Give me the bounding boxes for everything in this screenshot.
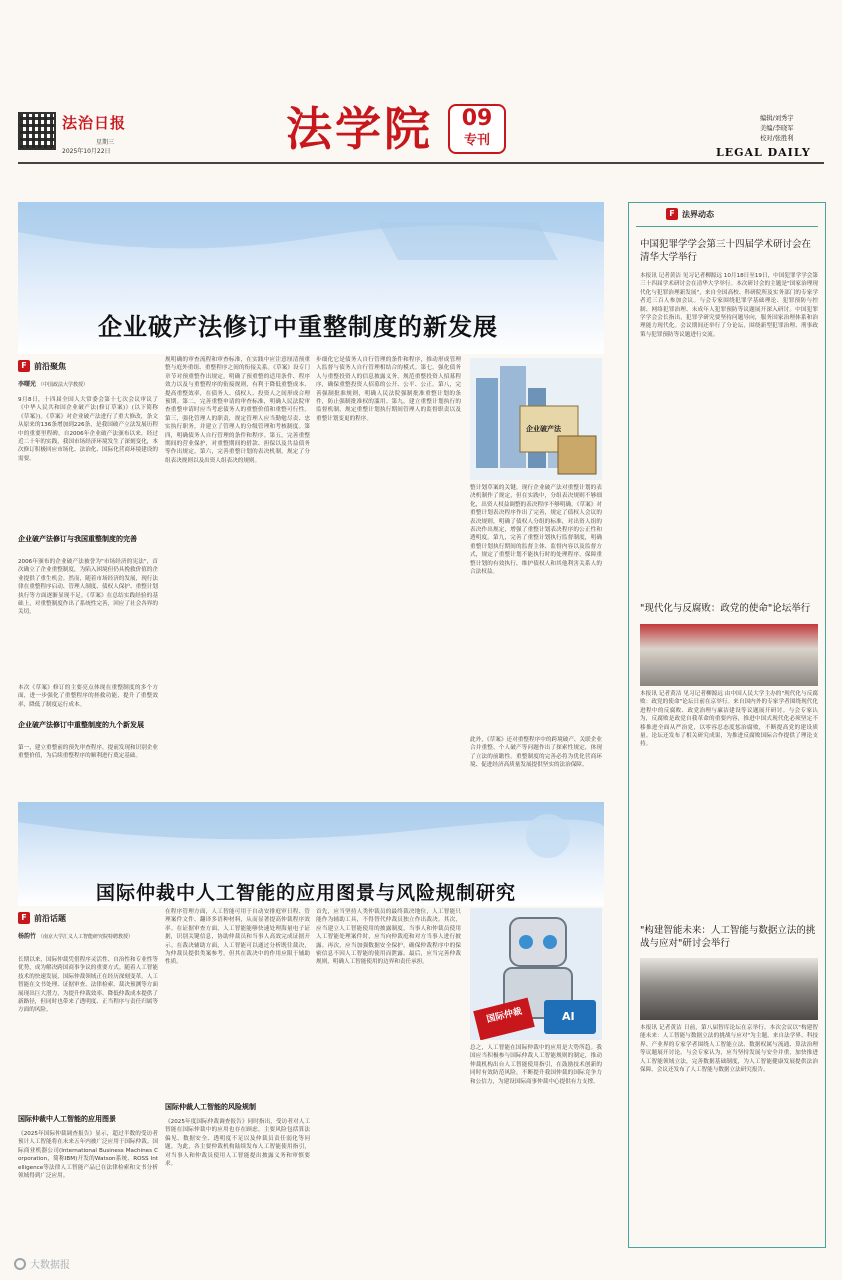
section-f-icon: F <box>18 360 30 372</box>
section-title: 法学院 <box>286 102 433 156</box>
sidebar-section-tag <box>666 208 714 220</box>
article2-col4-para1: 总之，人工智能在国际仲裁中的应用是大势所趋。我国应当积极参与国际仲裁人工智能规则的制定，推动仲裁机构出台人工智能使用指引，在鼓励技术创新的同时有效防范风险，不断提升我国仲裁的国际竞争力和公信力，为建设国际商事仲裁中心提供有力支撑。 <box>470 1045 602 1085</box>
article1-col4-para2: 此外，《草案》还对重整程序中的跨境破产、关联企业合并重整、个人破产等问题作出了探索性规定，体现了立法的前瞻性。重整制度的完善必将为优化营商环境、促进经济高质量发展提供坚实的法治保障。 <box>470 737 602 769</box>
editor: 编辑/刘秀宇 <box>760 115 794 122</box>
article1-col1-para2: 2006年颁布的企业破产法被誉为"市场经济的宪法"，首次确立了企业重整制度，为陷入困境但仍具挽救价值的企业提供了重生机会。然而，随着市场经济的发展，现行法律在重整程序启动、管理人制度、债权人保护、重整计划执行等方面逐渐显现不足。《草案》在总结实践经验的基础上，对重整制度作出了系统性完善，回应了社会各界的关切。 <box>18 559 158 616</box>
watermark-logo-icon <box>14 1258 26 1270</box>
designer: 美编/李晓军 <box>760 125 794 132</box>
article2-col3-para1: 首先，应当坚持人类仲裁员的最终裁决地位，人工智能只能作为辅助工具，不得替代仲裁员独立作出裁决。其次，应当建立人工智能使用的披露制度，当事人和仲裁员使用人工智能处理案件时，应当向仲裁庭和对方当事人进行披露。再次，应当加强数据安全保护，确保仲裁程序中的保密信息不因人工智能的使用而泄露。最后，应当完善仲裁规则，明确人工智能使用的边界和责任承担。 <box>316 909 461 966</box>
article2-col1-subhead1: 国际仲裁中人工智能的应用图景 <box>18 1115 116 1123</box>
sidebar-rule <box>636 226 818 227</box>
article1-byline <box>18 380 158 390</box>
article2-col2-para1: 在程序管理方面，人工智能可用于自动安排庭审日程、管理案件文件、翻译多语种材料，从而显著提高仲裁程序效率。在证据审查方面，人工智能能够快速处理海量电子证据，识别关键信息，协助仲裁员和当事人高效完成证据开示。在裁决辅助方面，人工智能可以通过分析既往裁决，为仲裁员提供类案参考，但其在裁决中的作用应限于辅助性质。 <box>165 909 310 966</box>
masthead-date: 2025年10月22日 <box>62 148 111 155</box>
article1-col4-para1: 整计划草案的关键，现行企业破产法对重整计划的表决机制作了规定，但在实践中，分组表决规则不够细化，出资人权益调整的表决程序不够明确。《草案》对重整计划表决程序作出了完善，规定了债权人会议的表决规则，明确了债权人分组的标准，对出资人组的表决作出规定，增强了重整计划表决程序的公正性和透明度。第九，完善了重整计划执行监督制度，明确重整计划执行期间的监督主体、监督内容以及监督方式，规定了重整计划不能执行时的处理程序，保障重整计划的有效执行，维护债权人和其他利害关系人的合法权益。 <box>470 485 602 576</box>
article1-affiliation: （中国政法大学教授） <box>37 382 88 388</box>
article2-col2-para2: 《2025年度国际仲裁调查报告》同时指出，受访者对人工智能在国际仲裁中的应用也存在顾虑。主要风险包括算法偏见、数据安全、透明度不足以及仲裁员责任弱化等问题。为此，各主要仲裁机构陆续发布人工智能使用指引，对当事人和仲裁员使用人工智能提出披露义务和审慎要求。 <box>165 1119 310 1168</box>
masthead-rule <box>18 162 824 164</box>
figure-label-arbitration: 国际仲裁 <box>485 1006 524 1026</box>
article1-author: 李曙光 <box>18 381 37 388</box>
watermark-text: 大数据报 <box>30 1260 70 1271</box>
section-f-icon: F <box>18 912 30 924</box>
article1-col1-para3: 本次《草案》修订的主要亮点体现在重整制度的多个方面，进一步强化了重整程序的拯救功能，提升了重整效率，降低了制度运行成本。 <box>18 685 158 708</box>
qr-code <box>18 112 56 150</box>
article2-illustration <box>470 908 602 1040</box>
article2-affiliation: （南京大学汇义人工智能研究院特聘教授） <box>37 934 133 940</box>
issue-badge <box>448 104 506 154</box>
sidebar-news3-photo <box>640 958 818 1020</box>
sidebar-news3-title: "构建智能未来：人工智能与数据立法的挑战与应对"研讨会举行 <box>640 925 816 949</box>
sidebar-news2-body: 本报讯 记者黄洁 见习记者柳源远 由中国人民大学主办的"现代化与反腐败：政党的使命"论坛日前在京举行。来自国内外的专家学者围绕现代化进程中的反腐败、政党治理与廉洁建设等议题展开研讨。与会专家认为，反腐败是政党自我革命的重要内容，推进中国式现代化必须坚定不移推进全面从严治党，以零容忍态度惩治腐败，不断提高党的建设质量。论坛还发布了相关研究成果，为推进反腐败国际合作提供了理论支持。 <box>640 691 818 748</box>
sidebar-news1-body: 本报讯 记者黄洁 见习记者柳源远 10月18日至19日，中国犯罪学学会第三十四届学术研讨会在清华大学举行。本次研讨会的主题是"国家治理现代化与犯罪治理新发展"，来自全国高校、科研院所及实务部门的专家学者近三百人参加会议。与会专家围绕犯罪学基础理论、犯罪预防与控制、网络犯罪治理、未成年人犯罪预防等议题展开深入研讨。中国犯罪学学会会长指出，犯罪学研究要坚持问题导向，服务国家治理体系和治理能力现代化。会议期间还举行了分论坛，围绕新型犯罪治理、刑事政策与犯罪预防等议题进行交流。 <box>640 273 818 338</box>
article1-illustration <box>470 358 602 480</box>
article1-figure-caption: 企业破产法 <box>526 425 561 433</box>
issue-label: 专刊 <box>463 133 490 148</box>
sidebar-news2-photo <box>640 624 818 686</box>
article1-title: 企业破产法修订中重整制度的新发展 <box>98 313 498 341</box>
article2-col2-subhead1: 国际仲裁人工智能的风险规制 <box>165 1103 256 1111</box>
proofer: 校对/张胜利 <box>760 135 794 142</box>
city-building-figure <box>470 358 602 480</box>
article2-col1-para2: 《2025年国际仲裁调查报告》显示，超过半数的受访者预计人工智能将在未来五年内被广泛应用于国际仲裁。国际商业机器公司(International Business Machines Corporation，简称IBM)开发的Watson系统、ROSS Intelligence等法律人工智能产品已在法律检索和文书分析领域得到广泛应用。 <box>18 1131 158 1180</box>
article1-col3-para1: 步细化它是债务人自行管理的条件和程序，推动形成管理人监督与债务人自行管理相结合的模式。第七，强化债务人与重整投资人的信息披露义务，规范重整投资人招募程序，确保重整投资人招募的公开、公平、公正。第八，完善强制批准规则，明确人民法院强制批准重整计划的条件，防止强制批准权的滥用。第九，建立重整计划执行的监督机制，规定重整计划执行期间管理人的监督职责以及重整计划变更的程序。 <box>316 357 461 422</box>
editor-credits <box>760 114 794 144</box>
newspaper-logo: 法治日报 <box>62 114 127 132</box>
article2-col1-para1: 长期以来，国际仲裁凭借程序灵活性、自治性和专业性等优势，成为解决跨国商事争议的重要方式。随着人工智能技术的快速发展，国际仲裁领域正在经历深刻变革。人工智能在文书处理、证据审查、法律检索、裁决预测等方面展现出巨大潜力，为提升仲裁效率、降低仲裁成本提供了新路径，但同时也带来了透明度、正当程序与责任归属等方面的风险。 <box>18 957 158 1014</box>
legal-daily-logo: LEGAL DAILY <box>716 146 811 159</box>
article2-section-label: 前沿话题 <box>34 913 66 923</box>
article2-title: 国际仲裁中人工智能的应用图景与风险规制研究 <box>96 882 517 904</box>
article1-col1-para4: 第一，建立重整前的预先审查程序，提前发现和识别企业重整价值，为后续重整程序的顺利进行奠定基础。 <box>18 745 158 760</box>
figure-label-ai: AI <box>562 1010 575 1023</box>
sidebar-news1-title: 中国犯罪学学会第三十四届学术研讨会在清华大学举行 <box>640 239 812 263</box>
article1-section-label: 前沿聚焦 <box>34 361 66 371</box>
issue-number: 09 <box>461 106 493 131</box>
masthead-weekday: 星期三 <box>96 139 115 146</box>
article2-banner <box>18 802 604 906</box>
sidebar-news3-body: 本报讯 记者黄洁 日前，第八届智库论坛在京举行。本次会议以"构建智能未来：人工智能与数据立法的挑战与应对"为主题，来自法学界、科技界、产业界的专家学者围绕人工智能立法、数据权属与流通、算法治理等议题展开讨论。与会专家认为，应当坚持发展与安全并重，加快推进人工智能领域立法，完善数据基础制度，为人工智能健康发展提供法治保障。会议还发布了人工智能与数据立法研究报告。 <box>640 1025 818 1074</box>
section-f-icon: F <box>666 208 678 220</box>
article2-author: 杨韵竹 <box>18 933 37 940</box>
article1-banner <box>18 202 604 354</box>
article1-col1-subhead2: 企业破产法修订中重整制度的九个新发展 <box>18 721 144 729</box>
sidebar-section-label: 法界动态 <box>682 209 714 219</box>
article1-section-tag <box>18 360 66 372</box>
sidebar-news2-title: "现代化与反腐败：政党的使命"论坛举行 <box>640 603 811 614</box>
footer-watermark <box>14 1256 70 1271</box>
article2-byline <box>18 932 158 942</box>
article1-col2-para1: 规明确的审查流程和审查标准，在实践中应注意厘清预重整与庭外重组、重整程序之间的衔接关系。《草案》设专门章节对预重整作出规定，明确了预重整的适用条件、程序效力以及与重整程序的衔接规则，有利于降低重整成本、提高重整效率，在债务人、债权人、投资人之间形成合理预期。第二，完善重整申请的审查标准，明确人民法院审查重整申请时应当考虑债务人的重整价值和重整可行性。第三，强化管理人的职责，规定管理人应当勤勉尽责、忠实执行职务，并建立了管理人的分级管理和考核制度。第四，明确债务人自行管理的条件和程序。第五，完善重整期间的营业保护，对重整期间的借款、担保以及共益债务等作出规定。第六，完善重整计划的表决机制，规定了分组表决规则以及出资人组表决的规则。 <box>165 357 310 464</box>
article1-col1-subhead1: 企业破产法修订与我国重整制度的完善 <box>18 535 137 543</box>
article2-section-tag <box>18 912 66 924</box>
article1-col1-para1: 9月8日，十四届全国人大常委会第十七次会议审议了《中华人民共和国企业破产法(修订草案)》(以下简称《草案》)。《草案》对企业破产法进行了重大修改，条文从原来的136条增加到226条，是我国破产立法发展历程中的重要里程碑。自2006年企业破产法颁布以来，经过近二十年的实践，我国市场经济环境发生了深刻变化，本次修订积极回应市场化、法治化、国际化营商环境建设的需要。 <box>18 397 158 462</box>
